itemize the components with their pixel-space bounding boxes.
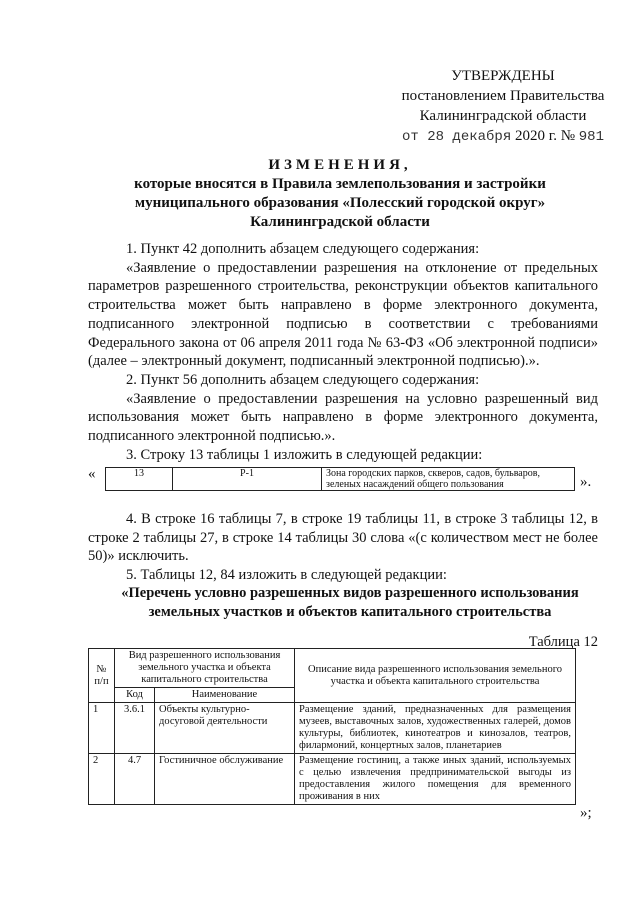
header-description: Описание вида разрешенного использования земельного участка и объекта капитального строительства: [295, 649, 576, 703]
list-heading: [70, 584, 630, 622]
row-description: Размещение гостиниц, а также иных зданий, используемых с целью извлечения предпринимательской выгоды из предоставления жилого помещения для временного проживания в них: [295, 754, 576, 805]
table-1-row-13: [105, 467, 575, 491]
list-heading-line-1: «Перечень условно разрешенных видов разрешенного использования: [121, 585, 579, 601]
paragraph-item-1: 1. Пункт 42 дополнить абзацем следующего содержания:: [126, 241, 480, 257]
row-name: Объекты культурно-досуговой деятельности: [155, 703, 295, 754]
row-description: Размещение зданий, предназначенных для размещения музеев, выставочных залов, художественных галерей, домов культуры, библиотек, кинотеатров и кинозалов, театров, филармоний, концертных залов, планетариев: [295, 703, 576, 754]
row-name: Гостиничное обслуживание: [155, 754, 295, 805]
document-title: [60, 156, 620, 232]
paragraph-item-3: 3. Строку 13 таблицы 1 изложить в следующей редакции:: [126, 446, 483, 463]
row13-code: Р-1: [173, 468, 322, 491]
approval-number-stamp: 981: [578, 129, 604, 145]
approval-line-region: Калининградской области: [419, 108, 587, 124]
title-line-2: муниципального образования «Полесский городской округ»: [134, 195, 546, 211]
table-row: [89, 754, 576, 805]
row-number: 1: [89, 703, 115, 754]
approval-line-government: постановлением Правительства: [401, 88, 605, 104]
header-code: Код: [115, 688, 155, 703]
title-line-1: которые вносятся в Правила землепользования и застройки: [134, 176, 546, 192]
table-end-mark: »;: [580, 805, 592, 821]
table-row: [106, 468, 575, 491]
row13-open-quote: «: [88, 466, 96, 482]
paragraph-item-4: 4. В строке 16 таблицы 7, в строке 19 таблицы 11, в строке 3 таблицы 12, в строке 2 таблицы 27, в строке 14 таблицы 30 слова «(с количеством мест не более 50)» исключить.: [88, 511, 598, 565]
approval-title: УТВЕРЖДЕНЫ: [451, 68, 555, 84]
row-code: 3.6.1: [115, 703, 155, 754]
paragraph-item-5: 5. Таблицы 12, 84 изложить в следующей редакции:: [126, 567, 447, 584]
table-row: [89, 703, 576, 754]
row13-number: 13: [106, 468, 173, 491]
table-12-caption: Таблица 12: [528, 634, 598, 650]
row13-description: Зона городских парков, скверов, садов, бульваров, зеленых насаждений общего пользования: [322, 468, 575, 491]
approval-year: 2020 г.: [514, 128, 557, 144]
table-header-row: [89, 649, 576, 688]
header-use-kind: Вид разрешенного использования земельного участка и объекта капитального строительства: [115, 649, 295, 688]
row-code: 4.7: [115, 754, 155, 805]
approval-block: [388, 66, 618, 147]
row-number: 2: [89, 754, 115, 805]
body-section-2: [88, 510, 598, 585]
approval-number-sign: №: [560, 128, 576, 144]
title-line-3: Калининградской области: [250, 214, 430, 230]
paragraph-item-1-quote: «Заявление о предоставлении разрешения на отклонение от предельных параметров разрешенного строительства, реконструкции объектов капитального строительства может быть направлено в форме электронного документа, подписанного электронной подписью в соответствии с требованиями Федерального закона от 06 апреля 2011 года № 63-ФЗ «Об электронной подписи» (далее – электронный документ, подписанный электронной подписью).».: [88, 259, 598, 370]
approval-date-line: [388, 126, 618, 147]
list-heading-line-2: земельных участков и объектов капитального строительства: [148, 604, 552, 620]
approval-date-stamp: от 28 декабря: [402, 129, 512, 145]
body-section-1: [88, 240, 598, 464]
row13-close-quote: ».: [580, 474, 592, 490]
paragraph-item-2-quote: «Заявление о предоставлении разрешения на условно разрешенный вид использования может быть направлено в форме электронного документа, подписанного электронной подписью.».: [88, 390, 598, 445]
header-number: № п/п: [89, 649, 115, 703]
header-name: Наименование: [155, 688, 295, 703]
paragraph-item-2: 2. Пункт 56 дополнить абзацем следующего содержания:: [126, 371, 480, 388]
table-12: [88, 648, 576, 805]
title-heading: ИЗМЕНЕНИЯ,: [268, 157, 412, 173]
